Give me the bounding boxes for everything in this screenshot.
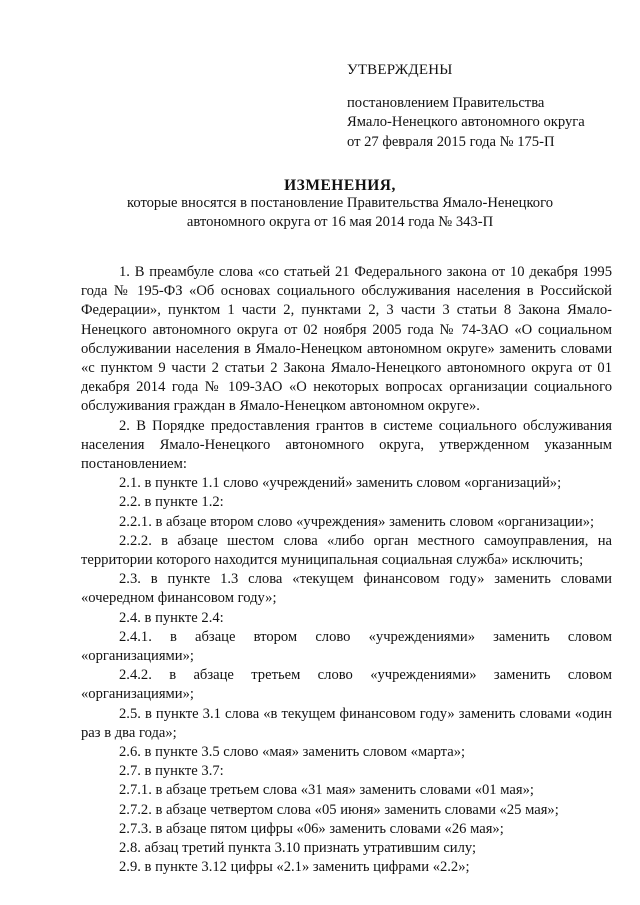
approval-line-3: от 27 февраля 2015 года № 175-П	[347, 133, 555, 150]
approval-block	[347, 61, 627, 152]
subtitle-line-2: автономного округа от 16 мая 2014 года № 343-П	[186, 214, 494, 231]
paragraph-2-6: 2.6. в пункте 3.5 слово «мая» заменить словом «марта»;	[119, 744, 466, 761]
paragraph-2-8: 2.8. абзац третий пункта 3.10 признать утратившим силу;	[119, 840, 477, 857]
paragraph-2-7: 2.7. в пункте 3.7:	[119, 763, 224, 780]
approval-line-2: Ямало-Ненецкого автономного округа	[347, 114, 585, 131]
document-body	[81, 263, 612, 878]
paragraph-2-2-1: 2.2.1. в абзаце втором слово «учреждения» заменить словом «организации»;	[119, 513, 595, 530]
paragraph-2-7-3: 2.7.3. в абзаце пятом цифры «06» заменить словами «26 мая»;	[119, 820, 504, 837]
paragraph-2-5: 2.5. в пункте 3.1 слова «в текущем финансовом году» заменить словами «один раз в два года»;	[81, 705, 612, 741]
paragraph-2: 2. В Порядке предоставления грантов в системе социального обслуживания населения Ямало-Ненецкого автономного округа, утвержденном указанным постановлением:	[81, 417, 612, 473]
paragraph-2-4: 2.4. в пункте 2.4:	[119, 609, 224, 626]
paragraph-1: 1. В преамбуле слова «со статьей 21 Федерального закона от 10 декабря 1995 года № 195-ФЗ «Об основах социального обслуживания населения в Российской Федерации», пунктом 1 части 2, пунктами 2, 3 части 3 статьи 8 Закона Ямало-Ненецкого автономного округа от 02 ноября 2005 года № 74-ЗАО «О социальном обслуживании населения в Ямало-Ненецком автономном округе» заменить словами «с пунктом 9 части 2 статьи 2 Закона Ямало-Ненецкого автономного округа от 01 декабря 2014 года № 109-ЗАО «О некоторых вопросах организации социального обслуживания граждан в Ямало-Ненецком автономном округе».	[81, 264, 612, 415]
approval-line-1: постановлением Правительства	[347, 95, 545, 112]
paragraph-2-3: 2.3. в пункте 1.3 слова «текущем финансовом году» заменить словами «очередном финансовом году»;	[81, 571, 612, 607]
paragraph-2-4-2: 2.4.2. в абзаце третьем слово «учреждениями» заменить словом «организациями»;	[81, 667, 612, 703]
paragraph-2-9: 2.9. в пункте 3.12 цифры «2.1» заменить цифрами «2.2»;	[119, 859, 470, 876]
paragraph-2-7-2: 2.7.2. в абзаце четвертом слова «05 июня» заменить словами «25 мая»;	[119, 801, 559, 818]
approval-heading: УТВЕРЖДЕНЫ	[347, 62, 453, 78]
document-title: ИЗМЕНЕНИЯ,	[284, 177, 396, 194]
subtitle-line-1: которые вносятся в постановление Правительства Ямало-Ненецкого	[126, 195, 554, 211]
paragraph-2-2: 2.2. в пункте 1.2:	[119, 494, 224, 511]
paragraph-2-2-2: 2.2.2. в абзаце шестом слова «либо орган местного самоуправления, на территории которого находится муниципальная социальная служба» исключить;	[81, 532, 612, 569]
paragraph-2-4-1: 2.4.1. в абзаце втором слово «учреждениями» заменить словом «организациями»;	[81, 628, 612, 665]
paragraph-2-1: 2.1. в пункте 1.1 слово «учреждений» заменить словом «организаций»;	[119, 475, 562, 492]
paragraph-2-7-1: 2.7.1. в абзаце третьем слова «31 мая» заменить словами «01 мая»;	[119, 782, 534, 799]
document-subtitle	[60, 194, 620, 232]
